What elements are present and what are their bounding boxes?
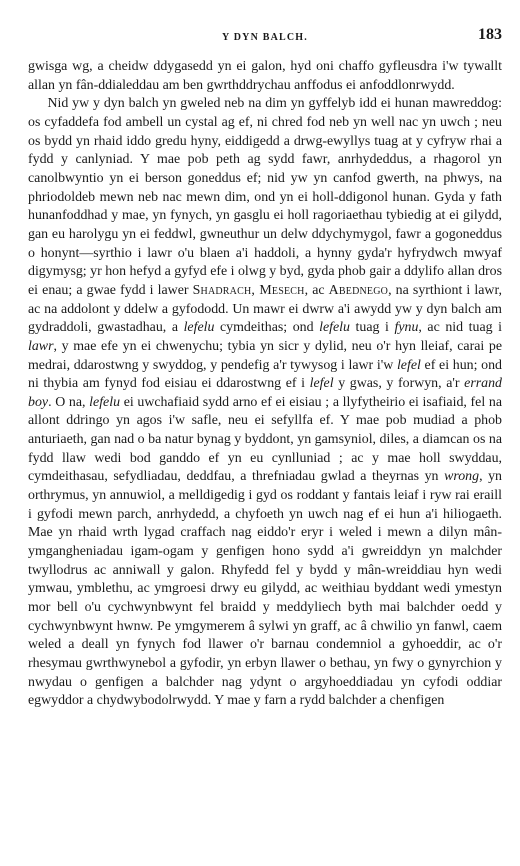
text-run: , y mae efe yn ei chwenychu; tybia yn sicr y dylid, neu o'r hyn lleiaf, carai pe medrai, ddarostwng y swyddog, y pendefig a'r tywysog i lawr i'w bbox=[28, 338, 502, 373]
text-run: ef ei hun; ond ni thybia am fynyd fod eisiau ei ddarostwng ef i bbox=[28, 357, 502, 392]
italic-text: fynu bbox=[394, 320, 419, 336]
italic-text: lefelu bbox=[319, 320, 350, 336]
smallcaps-name: Abednego bbox=[328, 282, 389, 298]
text-run: cymdeithas; ond bbox=[214, 320, 320, 336]
paragraph bbox=[28, 95, 502, 711]
italic-text: lawr bbox=[28, 338, 54, 354]
running-head: Y DYN BALCH. bbox=[222, 32, 308, 43]
smallcaps-name: Shadrach, Mesech bbox=[192, 282, 305, 298]
text-run: , yn orthrymus, yn annuwiol, a melldigedig i gyd os roddant y fantais leiaf i ryw rai eraill i gyfodi mewn parch, anrhydedd, a chyfoeth yn uwch nag ef ei hun a'i hiliogaeth. Mae yn rhaid wrth lygad craffach nag eiddo'r eryr i weled i mewn a dilyn mân-ymgangheniadau igam-ogam y genfigen hono sydd a'i gwreiddyn yn malchder twyllodrus ac anniwall y galon. Rhyfedd fel y bydd y mân-wreiddiau hyn wedi ymwau, ymblethu, ac ymgroesi drwy eu gilydd, ac weithiau byddant wedi ymestyn mor bell o'u cychwynbwynt fel braidd y meddyliech byth mai balchder oedd y cychwynbwynt hwnw. Pe ymgymerem â sylwi yn graff, ac â chwilio yn fanwl, caem weled a deall yn fynych fod llawer o'r barnau condemniol a gyhoeddir, ac o'r rhesymau gwrthwynebol a gyfodir, yn erbyn llawer o bethau, yn fwy o gynyrchion y nwydau o genfigen a balchder nag ydynt o argyhoeddiadau yn cyfodi oddiar egwyddor a chydwybodolrwydd. Y mae y farn a rydd balchder a chenfigen bbox=[28, 469, 503, 709]
body-text bbox=[28, 58, 502, 711]
text-run: y gwas, y forwyn, a'r bbox=[333, 376, 465, 392]
text-run: . O na, bbox=[48, 394, 90, 410]
italic-text: errand boy bbox=[28, 376, 502, 410]
paragraph bbox=[28, 58, 502, 95]
text-run: , na syrthiont i lawr, ac na addolont y ddelw a gyfododd. Un mawr ei dwrw a'i awydd yw y dyn balch am gydraddoli, gwastadhau, a bbox=[28, 282, 503, 336]
page-header bbox=[28, 26, 502, 50]
text-run: gwisga wg, a cheidw ddygasedd yn ei galon, hyd oni chaffo gyfleusdra i'w tywallt allan yn fân-ddialeddau am ben gwrthddrychau anffodus ei anfoddlonrwydd. bbox=[28, 59, 502, 93]
italic-text: lefelu bbox=[89, 394, 121, 410]
text-run: , ac bbox=[304, 282, 329, 298]
italic-text: lefel bbox=[309, 376, 334, 392]
italic-text: lefel bbox=[396, 357, 421, 373]
text-run: Nid yw y dyn balch yn gweled neb na dim yn gyffelyb idd ei hunan mawreddog: os cyfaddefa fod ambell un cystal ag ef, ni chred fod neb yn well nac yn uwch ; neu os bydd yn rhaid iddo gredu hyny, eiddigedd a drwg-ewyllys tuag at y cyfryw rhai a fydd y canlyniad. Y mae pob peth ag sydd fawr, anrhydeddus, a rhagorol yn canolbwyntio yn ei berson goneddus ef; nid yw yn canfod gwerth, na phwys, na phriodoldeb mewn neb nac mewn dim, ond yn ei holl-ddigonol hunan. Gyda y fath hunanfoddhad y mae, yn fynych, yn gasglu ei holl ragoriaethau tybiedig at ei gilydd, gan eu harolygu yn ei feddwl, gwneuthur un delw ddychymygol, fawr a gogoneddus o honynt—syrthio i lawr o'u blaen a'i haddoli, a hynny gyda'r hyfrydwch mwyaf digymysg; yr hon hefyd a gyfyd efe i olwg y byd, gyda phob gair a ddylifo allan dros ei enau; a gwae fydd i lawer bbox=[28, 96, 502, 298]
italic-text: lefelu bbox=[183, 320, 215, 336]
page-number: 183 bbox=[478, 26, 502, 43]
italic-text: wrong bbox=[444, 469, 480, 485]
text-run: ei uwchafiaid sydd arno ef ei eisiau ; a llyfytheirio ei isafiaid, fel na allont ddringo yn agos i'w safle, neu ei sefyllfa ef. Y mae pob mudiad a phob anturiaeth, gan nad o ba natur bynag y byddont, yn gamsyniol, diles, a diamcan os na fydd llaw wedi bod ganddo ef yn eu cynlluniad ; ac y mae holl swyddau, cymdeithasau, sefydliadau, deddfau, a threfniadau gwlad a theyrnas yn bbox=[28, 394, 502, 485]
text-run: , ac nid tuag i bbox=[418, 320, 502, 336]
text-run: tuag i bbox=[349, 320, 395, 336]
